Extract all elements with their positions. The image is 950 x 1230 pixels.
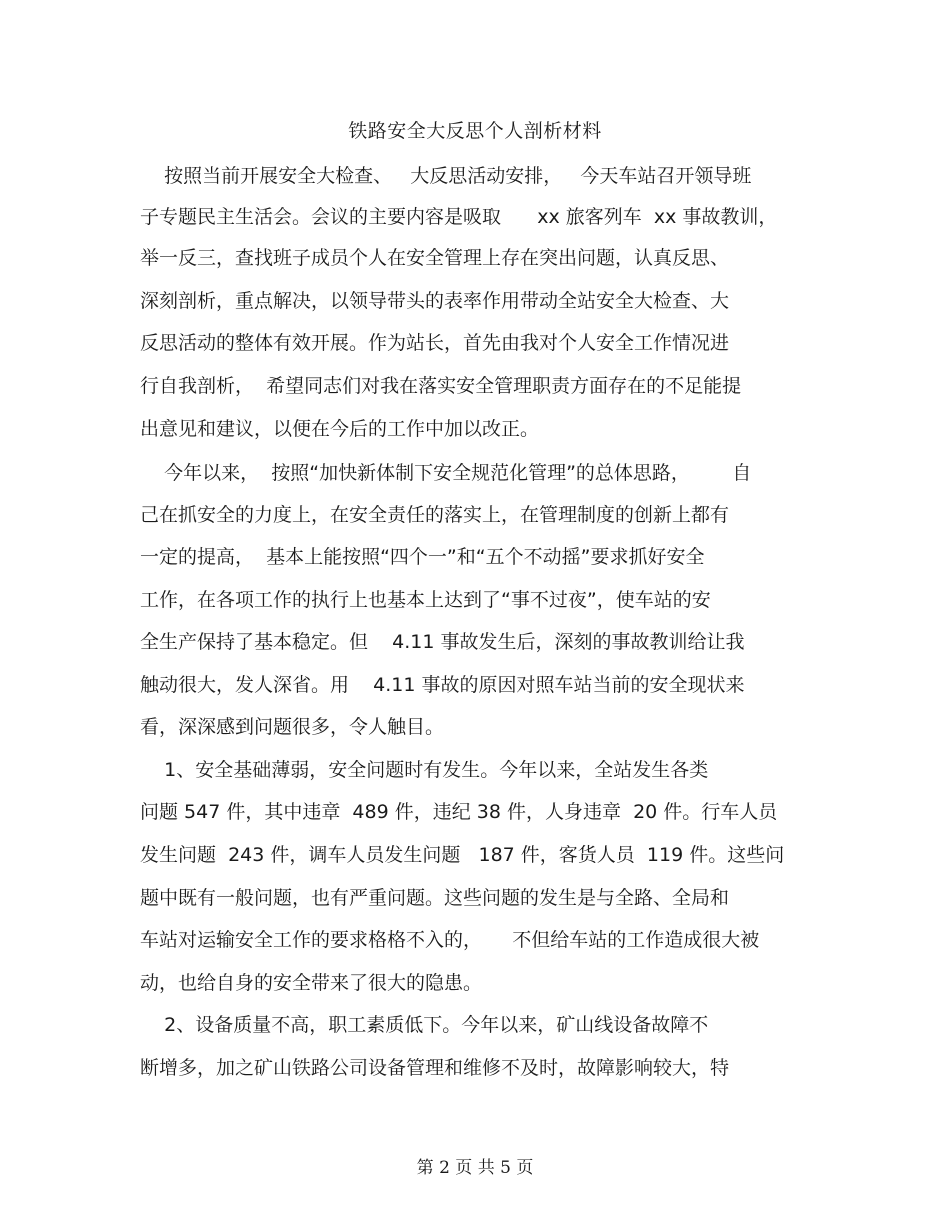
body-line: 车站对运输安全工作的要求格格不入的， 不但给车站的工作造成很大被 <box>140 929 760 951</box>
page-number-footer: 第 2 页 共 5 页 <box>416 1158 534 1178</box>
body-line: 看，深深感到问题很多，令人触目。 <box>140 716 445 738</box>
document-title: 铁路安全大反思个人剖析材料 <box>348 120 602 142</box>
body-line: 动，也给自身的安全带来了很大的隐患。 <box>140 972 483 994</box>
body-line: 行自我剖析， 希望同志们对我在落实安全管理职责方面存在的不足能提 <box>140 375 742 397</box>
body-line: 断增多，加之矿山铁路公司设备管理和维修不及时，故障影响较大，特 <box>140 1057 730 1079</box>
body-line: 触动很大，发人深省。用 4.11 事故的原因对照车站当前的安全现状来 <box>140 674 745 696</box>
body-line: 题中既有一般问题，也有严重问题。这些问题的发生是与全路、全局和 <box>140 887 730 909</box>
body-line: 举一反三，查找班子成员个人在安全管理上存在突出问题，认真反思、 <box>140 247 730 269</box>
body-line: 子专题民主生活会。会议的主要内容是吸取 xx 旅客列车 xx 事故教训， <box>140 206 778 228</box>
body-line: 深刻剖析，重点解决，以领导带头的表率作用带动全站安全大检查、大 <box>140 290 730 312</box>
body-line: 发生问题 243 件，调车人员发生问题 187 件，客货人员 119 件。这些问 <box>140 844 785 866</box>
body-line: 今年以来， 按照“加快新体制下安全规范化管理”的总体思路， 自 <box>140 462 752 484</box>
body-line: 工作，在各项工作的执行上也基本上达到了“事不过夜”，使车站的安 <box>140 589 711 611</box>
body-line: 反思活动的整体有效开展。作为站长，首先由我对个人安全工作情况进 <box>140 332 730 354</box>
body-line: 1、安全基础薄弱，安全问题时有发生。今年以来，全站发生各类 <box>140 759 709 781</box>
body-line: 问题 547 件，其中违章 489 件，违纪 38 件，人身违章 20 件。行车人员 <box>140 801 778 823</box>
body-line: 全生产保持了基本稳定。但 4.11 事故发生后，深刻的事故教训给让我 <box>140 631 745 653</box>
body-line: 2、设备质量不高，职工素质低下。今年以来，矿山线设备故障不 <box>140 1014 709 1036</box>
body-line: 出意见和建议，以便在今后的工作中加以改正。 <box>140 418 540 440</box>
body-line: 己在抓安全的力度上，在安全责任的落实上，在管理制度的创新上都有 <box>140 504 730 526</box>
body-line: 按照当前开展安全大检查、 大反思活动安排， 今天车站召开领导班 <box>140 165 752 187</box>
body-line: 一定的提高， 基本上能按照“四个一”和“五个不动摇”要求抓好安全 <box>140 546 705 568</box>
